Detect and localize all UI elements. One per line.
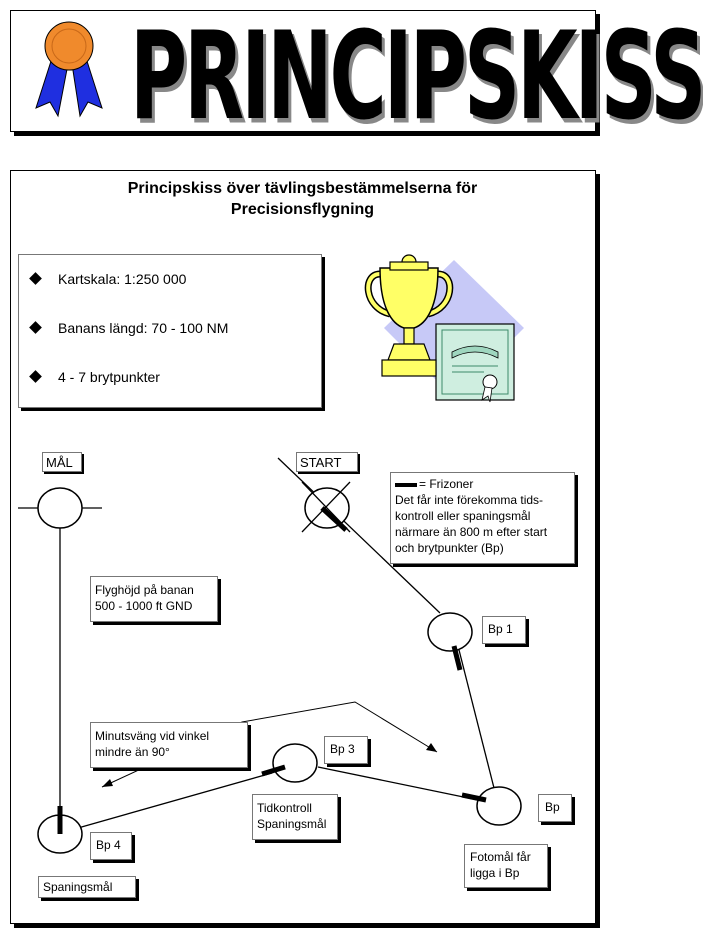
header-title: PRINCIPSKISS: [130, 8, 703, 148]
start-label-box: START: [296, 452, 358, 472]
info-item-length: Banans längd: 70 - 100 NM: [31, 320, 228, 336]
bp3-label-box: Bp 3: [324, 736, 368, 764]
bp1-label-box: Bp 1: [482, 616, 526, 644]
flyghojd-note: Flyghöjd på banan 500 - 1000 ft GND: [90, 576, 218, 622]
free-zone-legend-swatch: [395, 483, 417, 487]
tidkontroll-note: Tidkontroll Spaningsmål: [252, 794, 338, 840]
info-item-scale: Kartskala: 1:250 000: [31, 271, 186, 287]
mal-circle: [38, 488, 82, 528]
route-leg-bp1-bp2: [458, 646, 494, 788]
spaningsmal-label-box: Spaningsmål: [38, 876, 136, 898]
fotomal-arrowhead: [426, 743, 437, 752]
route-leg-bp2-bp3: [318, 767, 478, 800]
bp4-label-box: Bp 4: [90, 832, 132, 860]
mal-label-box: MÅL: [42, 452, 82, 472]
info-item-turnpoints: 4 - 7 brytpunkter: [31, 369, 160, 385]
bp-circle: [477, 787, 521, 825]
fotomal-note: Fotomål får ligga i Bp: [464, 844, 548, 888]
bp1-circle: [428, 613, 472, 651]
bp3-circle: [273, 744, 317, 782]
route-leg-bp3-bp4: [78, 773, 272, 828]
minutsvang-note: Minutsväng vid vinkel mindre än 90°: [90, 722, 248, 768]
minutsvang-arrowhead: [102, 779, 113, 787]
page-title-line-2: Precisionsflygning: [230, 201, 375, 218]
bp-label-box: Bp: [538, 794, 572, 822]
frizoner-note: = Frizoner Det får inte förekomma tids- kontroll eller spaningsmål närmare än 800 m efter start och brytpunkter (Bp): [390, 472, 575, 564]
page-title-line-1: Principskiss över tävlingsbestämmelserna för: [127, 180, 478, 197]
